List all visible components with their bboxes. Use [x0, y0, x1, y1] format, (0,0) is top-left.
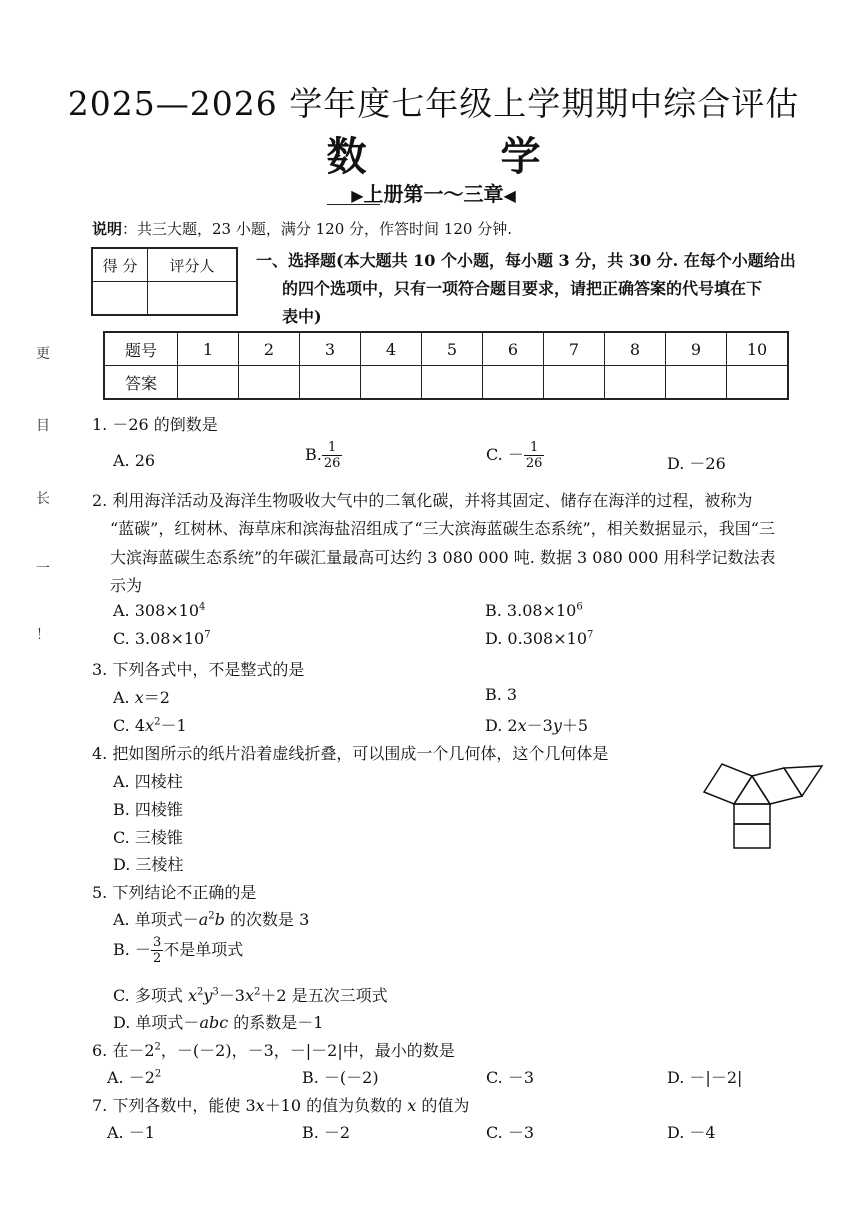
- answer-cell[interactable]: [178, 366, 239, 400]
- answer-table: [103, 331, 789, 400]
- question-2-line-2: “蓝碳”，红树林、海草床和滨海盐沼组成了“三大滨海蓝碳生态系统”，相关数据显示，我国“三: [110, 519, 775, 538]
- q6-option-b: B. －(－2): [302, 1068, 379, 1087]
- q1-option-c: [486, 440, 544, 471]
- q3-option-a: [113, 685, 170, 708]
- subject-title: 数 学: [326, 133, 601, 180]
- scope-label: [0, 178, 867, 207]
- answer-cell[interactable]: [422, 366, 483, 400]
- variable: abc: [199, 1013, 229, 1032]
- fraction-numerator: 1: [322, 440, 343, 456]
- question-number: 8: [605, 332, 666, 366]
- exponent: 6: [576, 601, 583, 613]
- q1-option-c-prefix: C. －: [486, 445, 524, 464]
- exponent: 2: [154, 1041, 161, 1053]
- stem-text: 7. 下列各数中，能使 3: [92, 1096, 256, 1115]
- q4-option-d: D. 三棱柱: [113, 855, 184, 874]
- grader-cell[interactable]: [148, 282, 238, 316]
- net-right-triangle: [784, 766, 822, 796]
- q2-option-b: [485, 601, 583, 620]
- q1-option-d: D. －26: [667, 454, 726, 473]
- question-2-line-1: 2. 利用海洋活动及海洋生物吸收大气中的二氧化碳，并将其固定、储存在海洋的过程，被称为: [92, 491, 753, 510]
- variable: a: [198, 910, 209, 929]
- score-label: 得 分: [92, 248, 148, 282]
- q5-option-b: [113, 935, 243, 966]
- answer-cell[interactable]: [483, 366, 544, 400]
- variable: x: [145, 716, 155, 735]
- variable: x: [244, 986, 254, 1005]
- question-number-label: 题号: [104, 332, 178, 366]
- answer-cell[interactable]: [361, 366, 422, 400]
- option-text: C. 多项式: [113, 986, 188, 1005]
- q5-option-c: [113, 983, 388, 1006]
- question-number: 9: [666, 332, 727, 366]
- exponent: 2: [208, 910, 215, 922]
- score-box: [91, 247, 238, 316]
- answer-table-answer-row: [104, 366, 788, 400]
- q1-option-b: [305, 440, 342, 471]
- q5-option-d: [113, 1010, 323, 1033]
- q7-option-b: B. －2: [302, 1123, 351, 1142]
- margin-mark: 更: [36, 346, 50, 362]
- variable: y: [552, 716, 562, 735]
- instructions-text: ：共三大题，23 小题，满分 120 分，作答时间 120 分钟.: [122, 220, 512, 238]
- variable: x: [407, 1096, 417, 1115]
- net-right-square: [752, 768, 802, 804]
- answer-label: 答案: [104, 366, 178, 400]
- instructions: [92, 218, 512, 239]
- q7-option-c: C. －3: [486, 1123, 535, 1142]
- q4-option-b: B. 四棱锥: [113, 800, 183, 819]
- question-2-line-3: 大滨海蓝碳生态系统”的年碳汇量最高可达约 3 080 000 吨. 数据 3 080 000 用科学记数法表: [110, 548, 776, 567]
- q3-option-d: [485, 713, 588, 736]
- exponent: 7: [204, 629, 211, 641]
- instructions-label: 说明: [92, 220, 123, 238]
- option-text: A. －2: [107, 1068, 155, 1087]
- exponent: 3: [212, 986, 219, 998]
- grader-label: 评分人: [148, 248, 238, 282]
- question-number: 7: [544, 332, 605, 366]
- margin-mark: 长: [36, 491, 50, 507]
- q2-option-d: [485, 629, 593, 648]
- score-cell[interactable]: [92, 282, 148, 316]
- section-1-line-1: 一、选择题(本大题共 10 个小题，每小题 3 分，共 30 分. 在每个小题给出: [256, 251, 796, 270]
- variable: y: [203, 986, 213, 1005]
- option-text: －3: [526, 716, 553, 735]
- question-3-stem: 3. 下列各式中，不是整式的是: [92, 660, 305, 679]
- stem-text: ＋10 的值为负数的: [264, 1096, 408, 1115]
- question-4-stem: 4. 把如图所示的纸片沿着虚线折叠，可以围成一个几何体，这个几何体是: [92, 744, 609, 763]
- exponent: 4: [199, 601, 206, 613]
- q3-option-c: [113, 713, 187, 736]
- q4-option-a: A. 四棱柱: [113, 772, 183, 791]
- fraction-denominator: 26: [323, 456, 341, 471]
- question-1-stem: 1. －26 的倒数是: [92, 415, 218, 434]
- option-text: A. 单项式－: [113, 910, 199, 929]
- answer-cell[interactable]: [605, 366, 666, 400]
- question-number: 1: [178, 332, 239, 366]
- option-text: C. 4: [113, 716, 146, 735]
- option-text: －1: [160, 716, 187, 735]
- q2-option-c: [113, 629, 211, 648]
- exponent: 2: [154, 716, 161, 728]
- exponent: 2: [196, 986, 204, 998]
- question-number: 4: [361, 332, 422, 366]
- q5-option-a: [113, 907, 309, 930]
- question-2-line-4: 示为: [110, 576, 143, 595]
- q3-option-b: B. 3: [485, 685, 518, 704]
- right-triangle-icon: ▶: [351, 186, 364, 205]
- question-number: 10: [727, 332, 789, 366]
- variable: x: [517, 716, 527, 735]
- answer-table-header-row: [104, 332, 788, 366]
- answer-cell[interactable]: [727, 366, 789, 400]
- margin-mark: 目: [36, 418, 50, 434]
- margin-mark: 一: [36, 561, 50, 577]
- section-1-line-2: 的四个选项中，只有一项符合题目要求，请把正确答案的代号填在下: [282, 279, 763, 298]
- answer-cell[interactable]: [300, 366, 361, 400]
- question-7-stem: [92, 1093, 469, 1116]
- question-6-stem: [92, 1038, 455, 1061]
- question-number: 3: [300, 332, 361, 366]
- q1-option-b-prefix: B.: [305, 445, 322, 464]
- net-bottom-square-2: [734, 824, 770, 848]
- margin-mark: ！: [36, 627, 50, 643]
- variable: x: [255, 1096, 265, 1115]
- section-1-line-3: 表中): [282, 307, 322, 326]
- stem-text: 6. 在－2: [92, 1041, 155, 1060]
- option-text: 不是单项式: [163, 940, 244, 959]
- q1-option-a: A. 26: [113, 451, 156, 470]
- answer-cell[interactable]: [544, 366, 605, 400]
- q5-option-b-fraction: [151, 935, 163, 966]
- q7-option-d: D. －4: [667, 1123, 716, 1142]
- stem-text: ，－(－2)，－3，－|－2|中，最小的数是: [160, 1041, 455, 1060]
- fraction-denominator: 2: [152, 951, 162, 966]
- option-text: 的系数是－1: [228, 1013, 324, 1032]
- option-text: D. 0.308×10: [485, 629, 587, 648]
- exponent: 7: [587, 629, 594, 641]
- option-text: －3: [218, 986, 245, 1005]
- section-1-heading: [256, 247, 826, 331]
- q4-option-c: C. 三棱锥: [113, 828, 183, 847]
- q6-option-a: [107, 1065, 161, 1088]
- net-bottom-square-1: [734, 804, 770, 824]
- variable: x: [134, 688, 144, 707]
- question-5-stem: 5. 下列结论不正确的是: [92, 883, 257, 902]
- option-text: B. －: [113, 940, 151, 959]
- variable: b: [214, 910, 225, 929]
- exponent: 2: [253, 986, 261, 998]
- fraction-numerator: 3: [152, 935, 162, 950]
- answer-cell[interactable]: [239, 366, 300, 400]
- q7-option-a: A. －1: [107, 1123, 155, 1142]
- option-text: D. 单项式－: [113, 1013, 200, 1032]
- q1-option-c-fraction: [524, 440, 545, 471]
- question-number: 6: [483, 332, 544, 366]
- option-text: A.: [113, 688, 135, 707]
- option-text: ＋2 是五次三项式: [260, 986, 388, 1005]
- option-text: ＋5: [561, 716, 589, 735]
- option-text: A. 308×10: [113, 601, 200, 620]
- left-triangle-icon: ◀: [503, 186, 516, 205]
- question-number: 2: [239, 332, 300, 366]
- q2-option-a: [113, 601, 205, 620]
- q6-option-c: C. －3: [486, 1068, 535, 1087]
- option-text: 的次数是 3: [224, 910, 310, 929]
- variable: x: [187, 986, 197, 1005]
- option-text: D. 2: [485, 716, 518, 735]
- option-text: ＝2: [143, 688, 170, 707]
- net-left-square: [704, 764, 752, 804]
- fraction-denominator: 26: [525, 456, 543, 471]
- scope-text: 上册第一～三章: [363, 182, 504, 206]
- answer-cell[interactable]: [666, 366, 727, 400]
- triangular-prism-net-figure: [700, 762, 826, 852]
- exponent: 2: [154, 1068, 162, 1080]
- option-text: C. 3.08×10: [113, 629, 205, 648]
- net-center-triangle: [734, 776, 770, 804]
- question-number: 5: [422, 332, 483, 366]
- option-text: B. 3.08×10: [485, 601, 577, 620]
- stem-text: 的值为: [416, 1096, 470, 1115]
- exam-title: 2025—2026 学年度七年级上学期期中综合评估: [67, 84, 800, 123]
- q1-option-b-fraction: [322, 440, 343, 471]
- fraction-numerator: 1: [524, 440, 545, 456]
- q6-option-d: D. －|－2|: [667, 1068, 743, 1087]
